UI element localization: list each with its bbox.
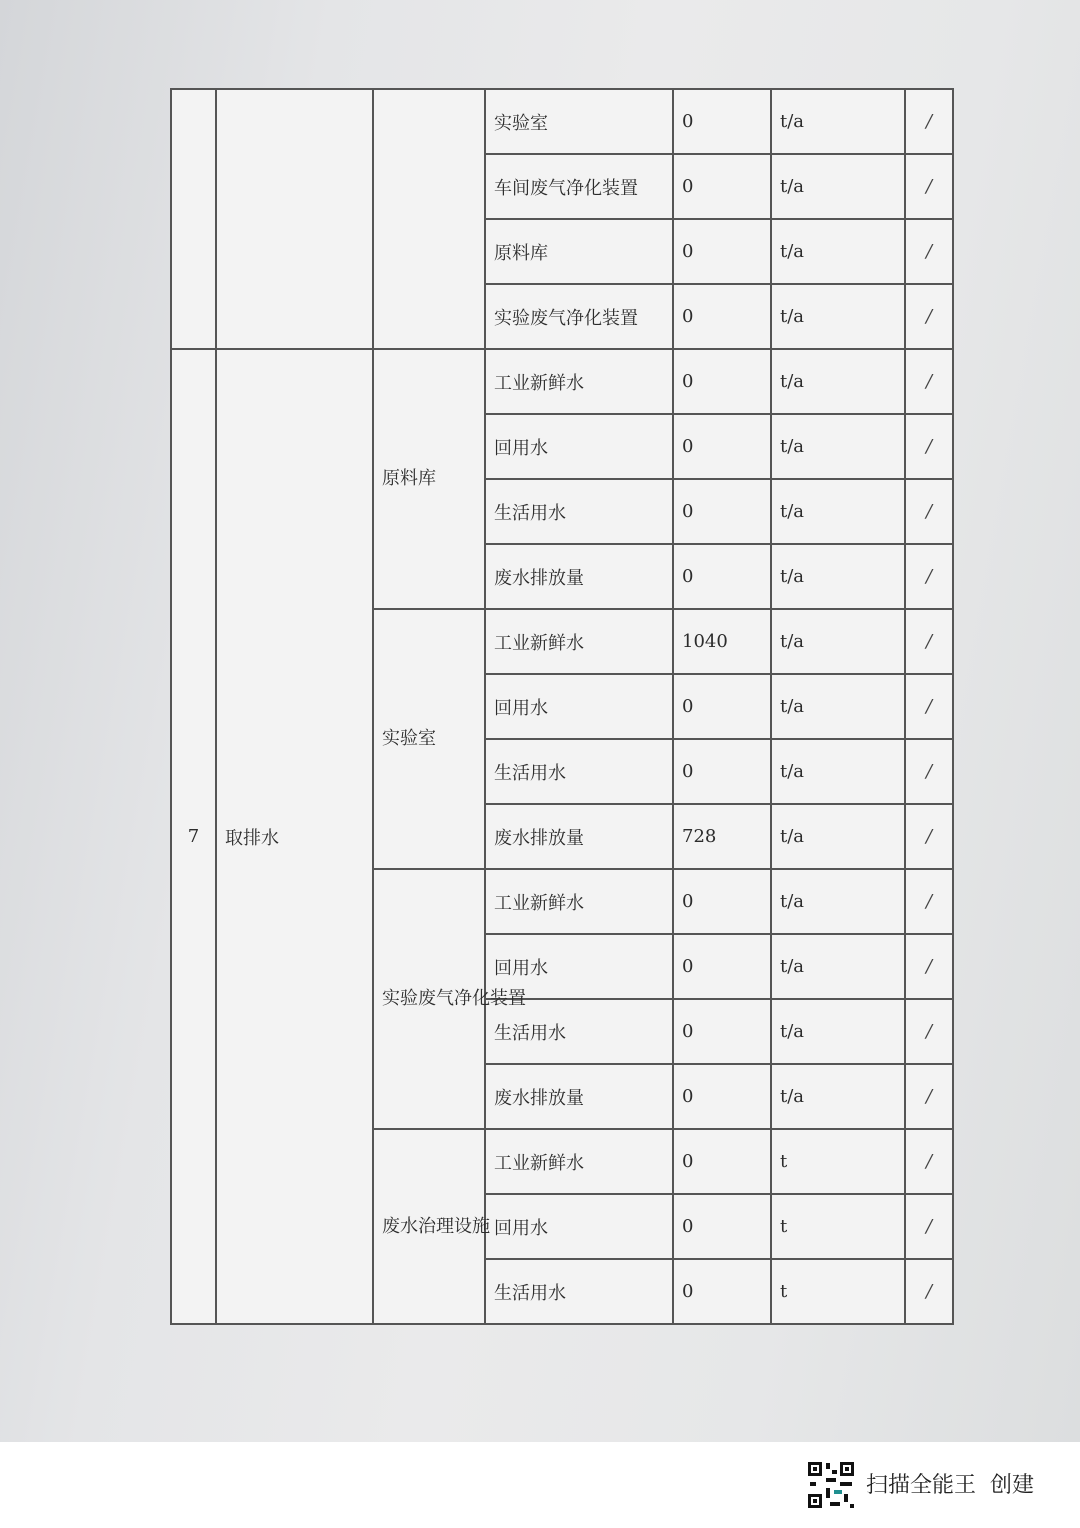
table-row: [171, 89, 953, 154]
item-cell: 工业新鲜水: [485, 1129, 673, 1194]
value-cell: 0: [673, 414, 771, 479]
note-cell: /: [905, 804, 953, 869]
category-cell-empty: [216, 89, 373, 349]
section-number: 7: [171, 349, 216, 1324]
note-cell: /: [905, 869, 953, 934]
item-cell: 废水排放量: [485, 544, 673, 609]
value-cell: 0: [673, 349, 771, 414]
unit-cell: t/a: [771, 804, 905, 869]
note-cell: /: [905, 934, 953, 999]
note-cell: /: [905, 609, 953, 674]
item-cell: 实验室: [485, 89, 673, 154]
unit-cell: t/a: [771, 999, 905, 1064]
note-cell: /: [905, 999, 953, 1064]
item-cell: 工业新鲜水: [485, 349, 673, 414]
unit-cell: t/a: [771, 284, 905, 349]
unit-cell: t/a: [771, 154, 905, 219]
value-cell: 0: [673, 89, 771, 154]
value-cell: 0: [673, 1129, 771, 1194]
value-cell: 0: [673, 544, 771, 609]
note-cell: /: [905, 154, 953, 219]
value-cell: 0: [673, 219, 771, 284]
value-cell: 1040: [673, 609, 771, 674]
item-cell: 工业新鲜水: [485, 869, 673, 934]
section-category: 取排水: [216, 349, 373, 1324]
item-cell: 车间废气净化装置: [485, 154, 673, 219]
note-cell: /: [905, 349, 953, 414]
unit-cell: t/a: [771, 739, 905, 804]
group-name: 实验废气净化装置: [373, 869, 485, 1129]
data-table: [170, 88, 954, 1325]
note-cell: /: [905, 1194, 953, 1259]
unit-cell: t: [771, 1129, 905, 1194]
unit-cell: t/a: [771, 609, 905, 674]
value-cell: 0: [673, 869, 771, 934]
group-name: 实验室: [373, 609, 485, 869]
table-row: [171, 349, 953, 414]
value-cell: 0: [673, 739, 771, 804]
unit-cell: t/a: [771, 479, 905, 544]
unit-cell: t/a: [771, 219, 905, 284]
item-cell: 废水排放量: [485, 804, 673, 869]
qr-code-icon: [806, 1460, 856, 1510]
note-cell: /: [905, 479, 953, 544]
unit-cell: t: [771, 1194, 905, 1259]
brand-text: 扫描全能王 创建: [866, 1473, 1034, 1498]
unit-cell: t/a: [771, 349, 905, 414]
unit-cell: t/a: [771, 869, 905, 934]
item-cell: 工业新鲜水: [485, 609, 673, 674]
scanner-watermark: [806, 1460, 1066, 1510]
value-cell: 0: [673, 674, 771, 739]
item-cell: 生活用水: [485, 739, 673, 804]
table-body: [171, 89, 953, 1324]
item-cell: 生活用水: [485, 1259, 673, 1324]
item-cell: 原料库: [485, 219, 673, 284]
value-cell: 0: [673, 1194, 771, 1259]
value-cell: 0: [673, 934, 771, 999]
value-cell: 0: [673, 1259, 771, 1324]
value-cell: 728: [673, 804, 771, 869]
unit-cell: t/a: [771, 674, 905, 739]
value-cell: 0: [673, 479, 771, 544]
group-name: 废水治理设施: [373, 1129, 485, 1324]
note-cell: /: [905, 1259, 953, 1324]
value-cell: 0: [673, 1064, 771, 1129]
item-cell: 废水排放量: [485, 1064, 673, 1129]
note-cell: /: [905, 89, 953, 154]
note-cell: /: [905, 414, 953, 479]
note-cell: /: [905, 739, 953, 804]
item-cell: 回用水: [485, 414, 673, 479]
value-cell: 0: [673, 284, 771, 349]
unit-cell: t: [771, 1259, 905, 1324]
item-cell: 实验废气净化装置: [485, 284, 673, 349]
item-cell: 生活用水: [485, 479, 673, 544]
unit-cell: t/a: [771, 89, 905, 154]
number-cell-empty: [171, 89, 216, 349]
unit-cell: t/a: [771, 414, 905, 479]
item-cell: 回用水: [485, 674, 673, 739]
item-cell: 生活用水: [485, 999, 673, 1064]
value-cell: 0: [673, 999, 771, 1064]
value-cell: 0: [673, 154, 771, 219]
note-cell: /: [905, 1129, 953, 1194]
item-cell: 回用水: [485, 934, 673, 999]
note-cell: /: [905, 674, 953, 739]
note-cell: /: [905, 544, 953, 609]
note-cell: /: [905, 284, 953, 349]
note-cell: /: [905, 1064, 953, 1129]
group-cell-empty: [373, 89, 485, 349]
unit-cell: t/a: [771, 934, 905, 999]
item-cell: 回用水: [485, 1194, 673, 1259]
unit-cell: t/a: [771, 544, 905, 609]
note-cell: /: [905, 219, 953, 284]
group-name: 原料库: [373, 349, 485, 609]
unit-cell: t/a: [771, 1064, 905, 1129]
